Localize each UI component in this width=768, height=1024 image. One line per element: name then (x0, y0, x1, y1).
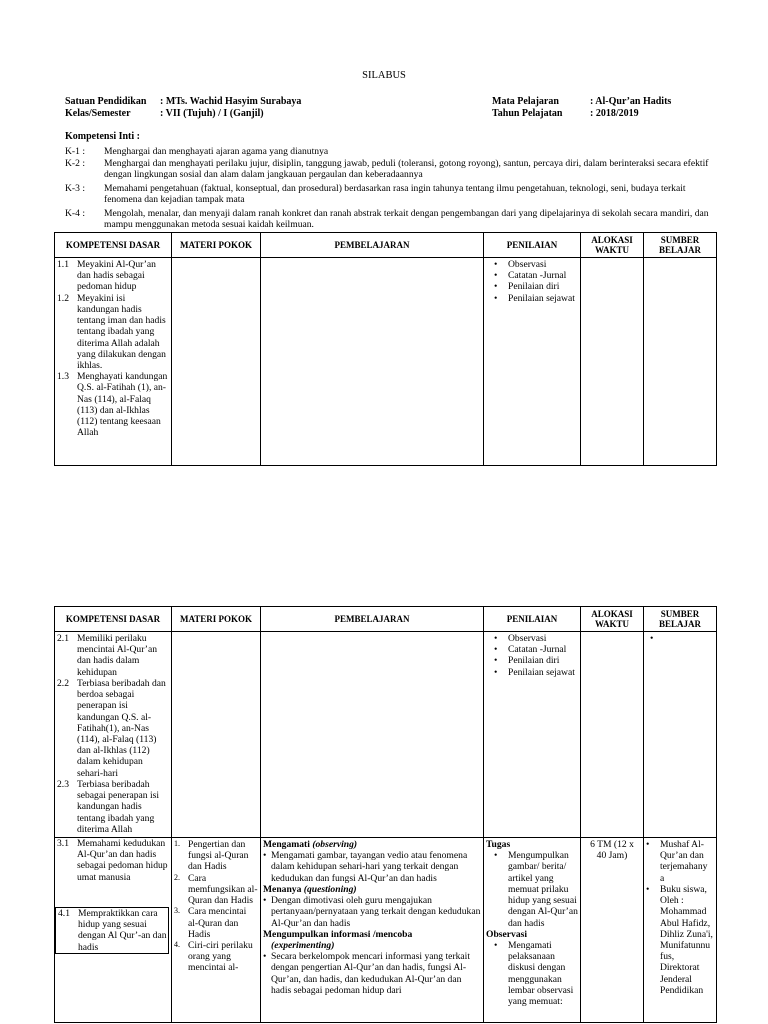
header-kd: KOMPETENSI DASAR (55, 607, 172, 632)
ki-title: Kompetensi Inti : (65, 131, 140, 142)
satuan-value: : MTs. Wachid Hasyim Surabaya (160, 96, 302, 107)
header-materi: MATERI POKOK (172, 607, 261, 632)
header-sumber: SUMBER BELAJAR (644, 607, 717, 632)
kd-text: Terbiasa beribadah dan berdoa sebagai penerapan isi kandungan Q.S. al-Fatihah(1), an-Nas (114), al-Falaq (113) dan al-Ikhlas (112) dalam kehidupan sehari-hari (77, 677, 166, 779)
kd-item (55, 907, 169, 954)
materi-item (174, 940, 258, 974)
materi-cell (172, 258, 261, 466)
header-alokasi: ALOKASI WAKTU (581, 607, 644, 632)
kd-number: 2.1 (57, 633, 69, 644)
materi-cell (172, 632, 261, 838)
kd-text: Mempraktikkan cara hidup yang sesuai dengan Al Qur’-an dan hadis (78, 908, 167, 953)
ki-code: K-4 : (65, 208, 85, 219)
header-materi: MATERI POKOK (172, 233, 261, 258)
ki-code: K-3 : (65, 183, 85, 194)
kd-number: 1.1 (57, 259, 69, 270)
kd-text: Menghayati kandungan Q.S. al-Fatihah (1), an-Nas (114), al-Falaq (113) dan al-Ikhlas (112) tentang keesaan Allah (77, 371, 168, 439)
header-penilaian: PENILAIAN (484, 607, 581, 632)
materi-text: Ciri-ciri perilaku orang yang mencintai al- (188, 939, 253, 974)
penilaian-obs-head: Observasi (486, 928, 528, 940)
ki-text: Mengolah, menalar, dan menyaji dalam ranah konkret dan ranah abstrak terkait dengan pengembangan dari yang dipelajarinya di sekolah secara mandiri, dan mampu menggunakan metoda sesuai kaidah keilmuan. (104, 208, 709, 231)
sumber-item: • Buku siswa, Oleh : Mohammad Abul Hafidz, Dihliz Zuna'i, Munifatunnu fus, Direktorat Jenderal Pendidikan (652, 884, 714, 996)
kd-text: Memiliki perilaku mencintai Al-Qur’an dan hadis dalam kehidupan (77, 633, 158, 678)
step-head: Mengamati (263, 839, 310, 850)
header-pembelajaran: PEMBELAJARAN (261, 233, 484, 258)
kd-text: Meyakini isi kandungan hadis tentang iman dan hadis tentang ibadah yang diterima Allah adalah yang dilakukan dengan ikhlas. (77, 292, 166, 371)
kd-cell (55, 258, 172, 466)
penilaian-tugas-text: • Mengumpulkan gambar/ berita/ artikel yang memuat prilaku hidup yang sesuai dengan Al-Qur’an dan hadis (500, 850, 578, 929)
penilaian-obs-text: • Mengamati pelaksanaan diskusi dengan menggunakan lembar observasi yang memuat: (500, 940, 578, 1007)
materi-number: 4. (174, 939, 180, 949)
penilaian-item: • Penilaian sejawat (500, 293, 578, 304)
kd-item (57, 633, 169, 678)
pembelajaran-cell (261, 258, 484, 466)
step-text: • Mengamati gambar, tayangan vedio atau fenomena dalam kehidupan sehari-hari yang terkait dengan kedudukan dan fungsi Al-Qur’an dan hadis (263, 850, 481, 884)
header-kd: KOMPETENSI DASAR (55, 233, 172, 258)
step-head: Menanya (263, 883, 302, 895)
penilaian-cell (484, 632, 581, 838)
penilaian-cell (484, 258, 581, 466)
tahun-label: Tahun Pelajatan (492, 108, 563, 119)
pembelajaran-step (263, 839, 481, 884)
kd-number: 1.2 (57, 292, 69, 304)
materi-text: Pengertian dan fungsi al-Quran dan Hadis (188, 839, 249, 873)
ki-text: Menghargai dan menghayati ajaran agama yang dianutnya (104, 146, 329, 157)
kd-item (57, 678, 169, 779)
penilaian-tugas-head: Tugas (486, 839, 511, 850)
pembelajaran-cell (261, 838, 484, 1023)
kd-number: 1.3 (57, 371, 69, 383)
penilaian-item: • Penilaian diri (500, 655, 578, 666)
sumber-cell (644, 632, 717, 838)
step-sub: (experimenting) (271, 939, 335, 951)
kd-number: 2.2 (57, 677, 69, 689)
alokasi-cell (581, 838, 644, 1023)
step-head: Mengumpulkan informasi /mencoba (263, 928, 413, 940)
header-sumber: SUMBER BELAJAR (644, 233, 717, 258)
kd-item (57, 371, 169, 438)
kd-number: 2.3 (57, 778, 69, 790)
alokasi-value: 6 TM (12 x 40 Jam) (590, 839, 634, 862)
tahun-value: : 2018/2019 (590, 108, 639, 119)
materi-number: 2. (174, 872, 180, 882)
ki-text: Menghargai dan menghayati perilaku jujur, disiplin, tanggung jawab, peduli (toleransi, gotong royong), santun, percaya diri, dalam berinteraksi secara efektif dengan lingkungan sosial dan alam dalam jangkauan pergaulan dan keberadaannya (104, 158, 709, 181)
step-sub: (questioning) (303, 883, 357, 895)
silabus-table-1 (54, 232, 717, 466)
materi-cell (172, 838, 261, 1023)
ki-text: Memahami pengetahuan (faktual, konseptual, dan prosedural) berdasarkan rasa ingin tahunya tentang ilmu pengetahuan, teknologi, seni, budaya terkait fenomena dan kejadian tampak mata (104, 183, 686, 206)
mapel-value: : Al-Qur’an Hadits (590, 96, 672, 107)
kd-item (57, 779, 169, 835)
penilaian-item: • Catatan -Jurnal (500, 644, 578, 655)
penilaian-item: • Penilaian diri (500, 281, 578, 292)
kd-text: Memahami kedudukan Al-Qur’an dan hadis sebagai pedoman hidup umat manusia (77, 838, 168, 883)
materi-number: 3. (174, 906, 180, 916)
kd-cell (55, 838, 172, 1023)
sumber-bullet: • (650, 633, 654, 644)
kd-number: 4.1 (58, 908, 70, 919)
mapel-label: Mata Pelajaran (492, 96, 559, 107)
header-pembelajaran: PEMBELAJARAN (261, 607, 484, 632)
step-sub: (observing) (312, 839, 358, 850)
materi-text: Cara memfungsikan al-Quran dan Hadis (188, 872, 258, 907)
materi-text: Cara mencintai al-Quran dan Hadis (188, 906, 247, 940)
pembelajaran-cell (261, 632, 484, 838)
sumber-item: • Mushaf Al-Qur’an dan terjemahany a (652, 839, 714, 884)
step-text: • Secara berkelompok mencari informasi yang terkait dengan pengertian Al-Qur’an dan hadis, fungsi Al-Qur’an, dan hadis, dan kedudukan Al-Qur’an dan hadis sebagai pedoman hidup dari (263, 951, 481, 996)
sumber-cell (644, 258, 717, 466)
silabus-table-2 (54, 606, 717, 1023)
page-title: SILABUS (362, 70, 406, 81)
materi-item (174, 906, 258, 940)
penilaian-item: • Observasi (500, 259, 578, 270)
materi-item (174, 839, 258, 873)
penilaian-item: • Penilaian sejawat (500, 667, 578, 678)
kelas-label: Kelas/Semester (65, 108, 131, 119)
kd-number: 3.1 (57, 838, 69, 849)
alokasi-cell (581, 632, 644, 838)
penilaian-item: • Catatan -Jurnal (500, 270, 578, 281)
satuan-label: Satuan Pendidikan (65, 96, 147, 107)
step-text: • Dengan dimotivasi oleh guru mengajukan pertanyaan/pernyataan yang terkait dengan kedudukan Al-Qur’an dan hadis (263, 895, 481, 929)
kd-text: Meyakini Al-Qur’an dan hadis sebagai pedoman hidup (77, 259, 156, 293)
materi-number: 1. (174, 839, 180, 848)
header-penilaian: PENILAIAN (484, 233, 581, 258)
kd-item (57, 293, 169, 372)
pembelajaran-step (263, 929, 481, 996)
kd-cell (55, 632, 172, 838)
penilaian-item: • Observasi (500, 633, 578, 644)
alokasi-cell (581, 258, 644, 466)
kd-item (57, 259, 169, 293)
penilaian-cell (484, 838, 581, 1023)
ki-code: K-2 : (65, 158, 85, 169)
sumber-cell (644, 838, 717, 1023)
header-alokasi: ALOKASI WAKTU (581, 233, 644, 258)
kelas-value: : VII (Tujuh) / I (Ganjil) (160, 108, 264, 119)
materi-item (174, 873, 258, 907)
kd-item (57, 838, 169, 907)
ki-code: K-1 : (65, 146, 85, 157)
pembelajaran-step (263, 884, 481, 929)
kd-text: Terbiasa beribadah sebagai penerapan isi kandungan hadis tentang ibadah yang diterima Allah (77, 778, 160, 835)
